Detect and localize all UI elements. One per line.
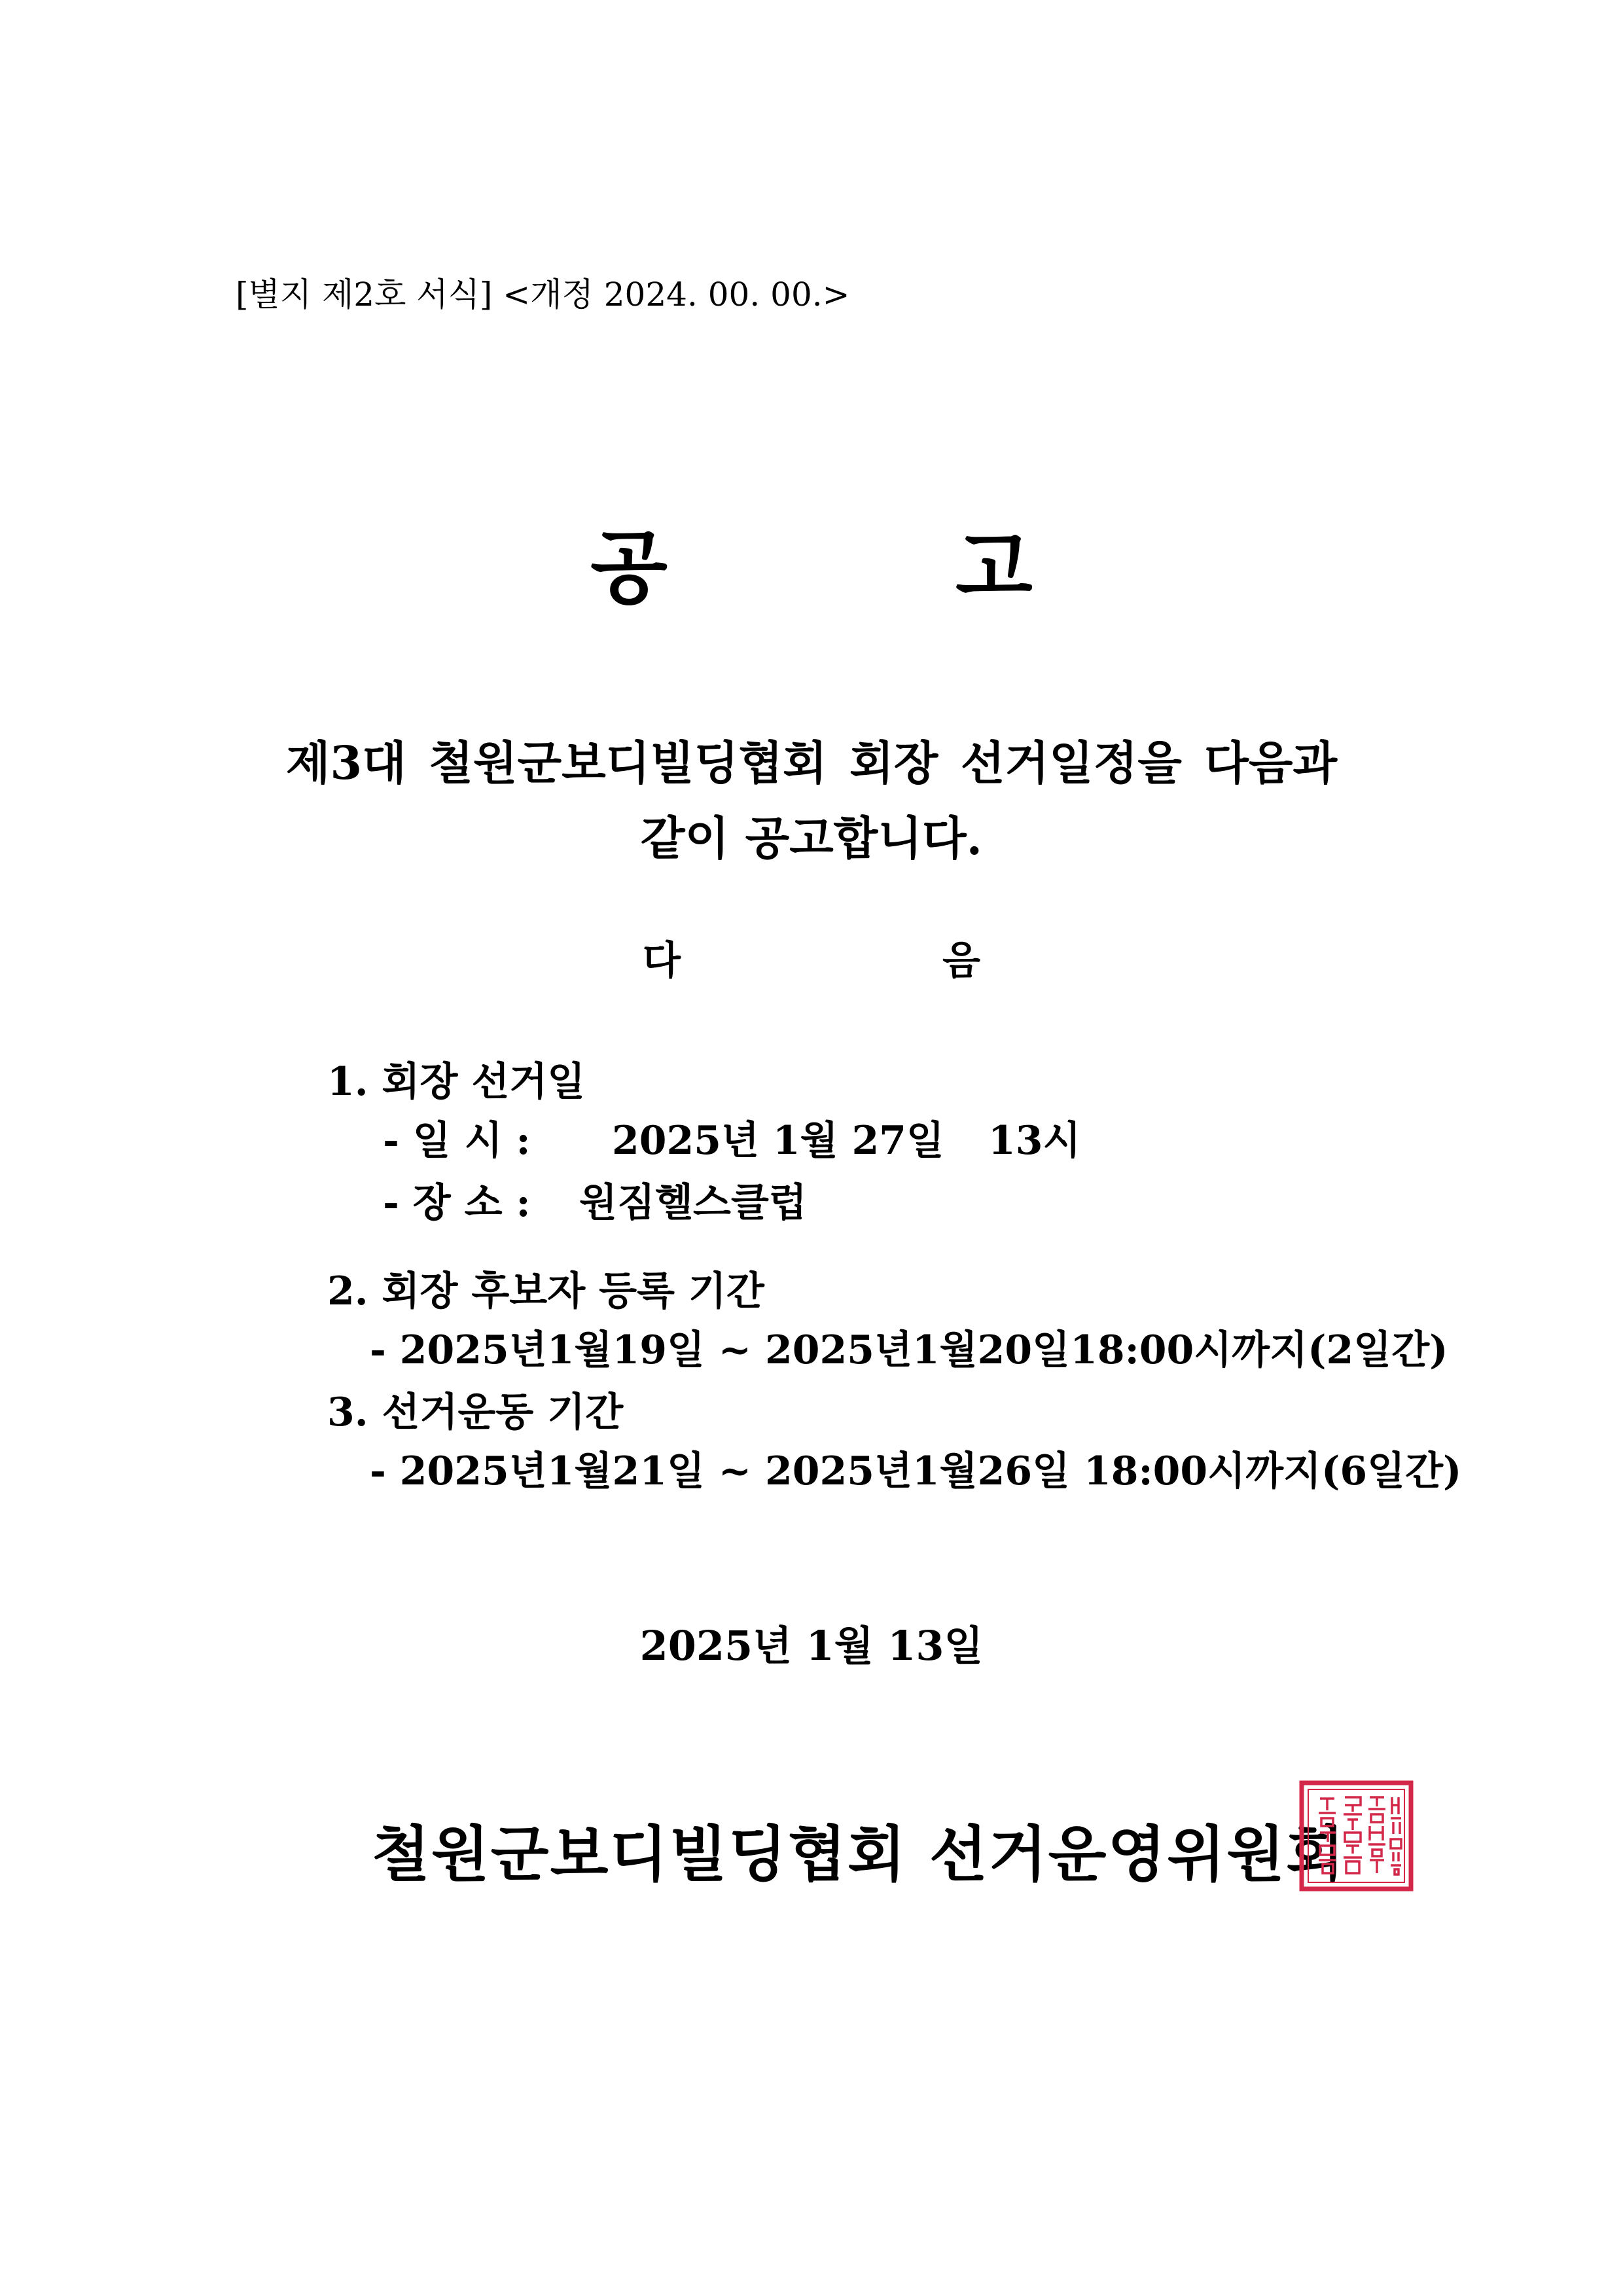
campaign-period: - 2025년1월21일 ~ 2025년1월26일 18:00시까지(6일간) — [370, 1448, 1462, 1494]
issue-date: 2025년 1월 13일 — [639, 1622, 984, 1670]
election-place-label: - 장 소 : — [383, 1180, 531, 1226]
title-char-2: 고 — [955, 520, 1033, 615]
election-place-value: 원짐헬스클럽 — [579, 1180, 807, 1226]
election-datetime-hour: 13시 — [988, 1118, 1081, 1164]
election-datetime-label: - 일 시 : — [383, 1118, 531, 1164]
form-label: [별지 제2호 서식] <개정 2024. 00. 00.> — [236, 276, 850, 314]
notice-heading — [0, 929, 1623, 986]
intro-line-1: 제3대 철원군보디빌딩협회 회장 선거일정을 다음과 — [285, 736, 1338, 790]
election-day-heading: 1. 회장 선거일 — [327, 1059, 586, 1105]
election-datetime-date: 2025년 1월 27일 — [612, 1118, 944, 1164]
organization-name: 철원군보디빌딩협회 선거운영위원회 — [372, 1819, 1346, 1890]
notice-char-2: 음 — [942, 938, 980, 984]
registration-heading: 2. 회장 후보자 등록 기간 — [327, 1268, 764, 1314]
intro-line-2: 같이 공고합니다. — [640, 811, 983, 865]
registration-period: - 2025년1월19일 ~ 2025년1월20일18:00시까지(2일간) — [370, 1327, 1448, 1373]
notice-char-1: 다 — [643, 938, 681, 984]
document-title — [0, 504, 1623, 619]
official-seal — [1299, 1780, 1414, 1892]
title-char-1: 공 — [590, 520, 668, 615]
campaign-heading: 3. 선거운동 기간 — [327, 1390, 624, 1435]
